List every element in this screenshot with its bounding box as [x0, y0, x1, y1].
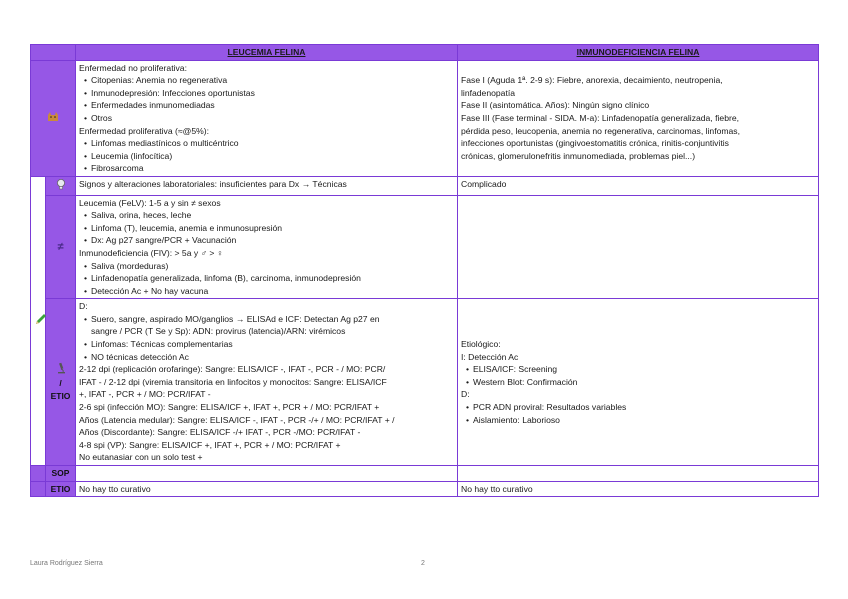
sop-fiv-cell: [458, 466, 819, 482]
list-item: • Fibrosarcoma: [91, 162, 454, 175]
list: [79, 260, 454, 298]
text-line: pérdida peso, leucopenia, anemia no regenerativa, carcinomas, linfomas,: [461, 125, 740, 136]
list-item: • NO técnicas detección Ac: [91, 351, 454, 364]
diagnosis-fiv-cell: [458, 299, 819, 466]
list-item: • ELISA/ICF: Screening: [473, 363, 815, 376]
etio-label: ETIO: [50, 390, 71, 401]
list-item: • Dx: Ag p27 sangre/PCR + Vacunación: [91, 234, 454, 247]
row-diagnosis: [31, 299, 819, 466]
row-spacer-cell: [31, 481, 46, 497]
list: [79, 137, 454, 175]
slash-label: /: [59, 378, 62, 389]
list-item: • Citopenias: Anemia no regenerativa: [91, 74, 454, 87]
row-sop: [31, 466, 819, 482]
text-line: Inmunodeficiencia (FIV): > 5a y ♂ > ♀: [79, 247, 224, 258]
list-item: • Otros: [91, 112, 454, 125]
text-line: 2-6 spi (infección MO): Sangre: ELISA/ICF +, IFAT +, PCR + / MO: PCR/IFAT +: [79, 402, 380, 413]
differences-cell: [76, 195, 458, 299]
footer-author: Laura Rodríguez Sierra: [30, 560, 103, 567]
text-line: Etiológico:: [461, 339, 501, 350]
row-spacer-cell: [31, 466, 46, 482]
text-line: Fase I (Aguda 1ª. 2-9 s): Fiebre, anorexia, decaimiento, neutropenia,: [461, 75, 723, 86]
row-clinical-signs: [31, 60, 819, 176]
list-item: • Leucemia (linfocítica): [91, 150, 454, 163]
text-line: crónicas, glomerulonefritis inmunomediada, problemas piel...): [461, 150, 696, 161]
list-item: • Saliva, orina, heces, leche: [91, 209, 454, 222]
header-leucemia-felina: LEUCEMIA FELINA: [76, 45, 458, 61]
text-line: Enfermedad proliferativa (≈@5%):: [79, 125, 209, 136]
list-item: • Western Blot: Confirmación: [473, 376, 815, 389]
text-line: Años (Discordante): Sangre: ELISA/ICF -/+ IFAT -, PCR -/MO: PCR/IFAT -: [79, 427, 361, 438]
list-item: • Linfomas: Técnicas complementarias: [91, 338, 454, 351]
text-line: I: Detección Ac: [461, 351, 519, 362]
text-line: Fase II (asintomática. Años): Ningún signo clínico: [461, 100, 650, 111]
not-equal-icon: ≠: [57, 240, 64, 253]
sop-label: SOP: [46, 466, 76, 482]
header-corner: [31, 45, 76, 61]
row-icon-cell: [46, 195, 76, 299]
sop-felv-cell: [76, 466, 458, 482]
text-line: Enfermedad no proliferativa:: [79, 62, 187, 73]
list: [461, 401, 815, 426]
pencil-icon: [34, 312, 48, 326]
diagnosis-lines: [79, 363, 454, 464]
diagnosis-group-cell: [31, 176, 46, 465]
text-line: +, IFAT -, PCR + / MO: PCR/IFAT -: [79, 389, 211, 400]
text-line: D:: [461, 389, 470, 400]
text-line: Fase III (Fase terminal - SIDA. M-a): Linfadenopatía generalizada, fiebre,: [461, 112, 739, 123]
etio-fiv-cell: No hay tto curativo: [458, 481, 819, 497]
signs-fiv-cell: Complicado: [458, 176, 819, 195]
row-label-cell: [46, 299, 76, 466]
row-etio: [31, 481, 819, 497]
diagnosis-felv-cell: [76, 299, 458, 466]
list: [79, 313, 454, 363]
disease-table: [30, 44, 819, 497]
row-icon-cell: [31, 60, 76, 176]
list-item: • Aislamiento: Laborioso: [473, 414, 815, 427]
text-line: infecciones oportunistas (gingivoestomatitis crónica, rinitis-conjuntivitis: [461, 138, 729, 149]
list-item: • Linfomas mediastínicos o multicéntrico: [91, 137, 454, 150]
microscope-icon: [55, 362, 67, 374]
footer-page-number: 2: [421, 560, 425, 567]
cat-icon: [46, 110, 60, 122]
text-line: No eutanasiar con un solo test +: [79, 452, 203, 463]
header-inmunodeficiencia-felina: INMUNODEFICIENCIA FELINA: [458, 45, 819, 61]
clinical-felv-cell: [76, 60, 458, 176]
list-item: • Linfadenopatía generalizada, linfoma (B), carcinoma, inmunodepresión: [91, 272, 454, 285]
list-item: • Detección Ac + No hay vacuna: [91, 285, 454, 298]
row-icon-cell: [46, 176, 76, 195]
list-item: • PCR ADN proviral: Resultados variables: [473, 401, 815, 414]
list-item: • Saliva (mordeduras): [91, 260, 454, 273]
etio-label: ETIO: [46, 481, 76, 497]
list: [79, 209, 454, 247]
differences-empty-cell: [458, 195, 819, 299]
signs-felv-cell: Signos y alteraciones laboratoriales: insuficientes para Dx → Técnicas: [76, 176, 458, 195]
row-differences: [31, 195, 819, 299]
list-item: • Enfermedades inmunomediadas: [91, 99, 454, 112]
text-line: D:: [79, 301, 88, 312]
row-signs: [31, 176, 819, 195]
list-item: • Inmunodepresión: Infecciones oportunistas: [91, 87, 454, 100]
text-line: Años (Latencia medular): Sangre: ELISA/ICF -, IFAT -, PCR -/+ / MO: PCR/IFAT + /: [79, 414, 395, 425]
list-item-text: sangre / PCR (T Se y Sp): ADN: provirus (latencia)/ARN: virémicos: [91, 326, 346, 337]
text-line: Leucemia (FeLV): 1-5 a y sin ≠ sexos: [79, 197, 221, 208]
list: [79, 74, 454, 124]
text-line: linfadenopatía: [461, 87, 515, 98]
list-item: • Linfoma (T), leucemia, anemia e inmunosupresión: [91, 222, 454, 235]
text-line: IFAT - / 2-12 dpi (viremia transitoria en linfocitos y monocitos: Sangre: ELISA/ICF: [79, 376, 387, 387]
text-line: 4-8 spi (VP): Sangre: ELISA/ICF +, IFAT +, PCR + / MO: PCR/IFAT +: [79, 439, 341, 450]
clinical-fiv-cell: [458, 60, 819, 176]
stethoscope-icon: [55, 178, 67, 190]
list-item: [91, 313, 454, 338]
etio-felv-cell: No hay tto curativo: [76, 481, 458, 497]
table-header-row: [31, 45, 819, 61]
list-item-text: Suero, sangre, aspirado MO/ganglios → ELISAd e ICF: Detectan Ag p27 en: [91, 313, 380, 324]
text-line: 2-12 dpi (replicación orofaringe): Sangre: ELISA/ICF -, IFAT -, PCR - / MO: PCR/: [79, 364, 386, 375]
list: [461, 363, 815, 388]
